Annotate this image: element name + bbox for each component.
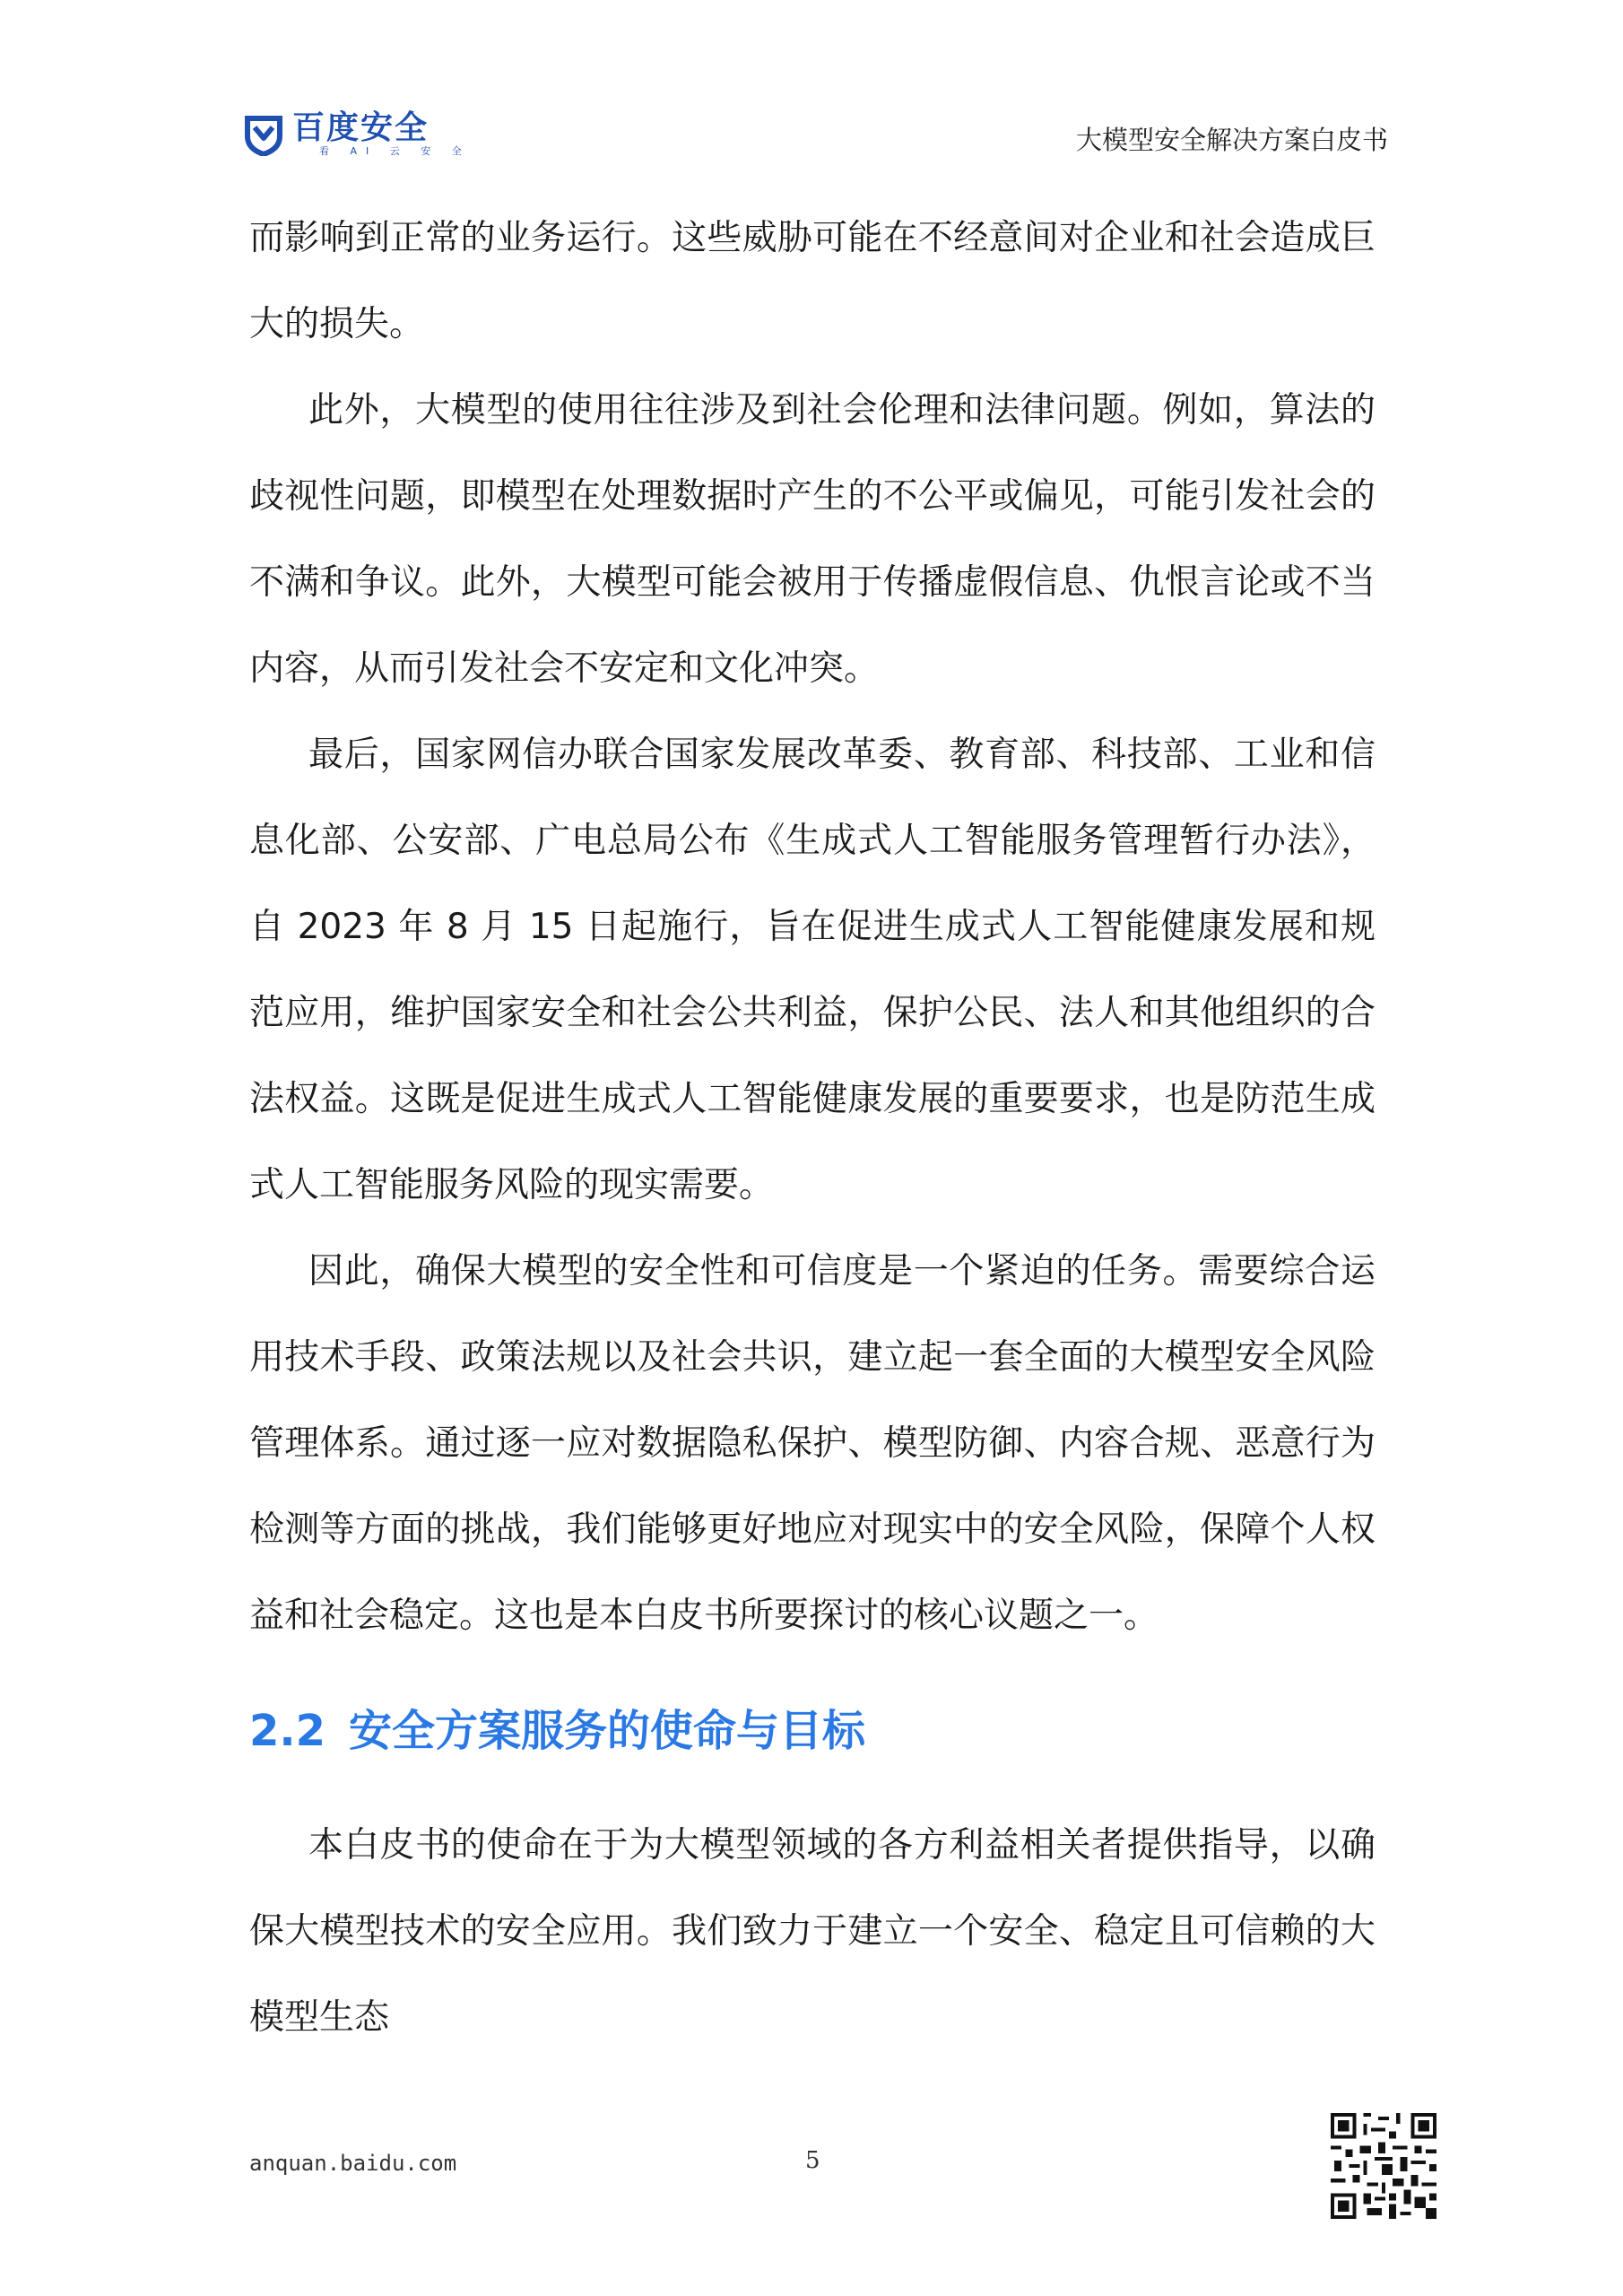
qr-code-icon bbox=[1331, 2113, 1436, 2219]
paragraph-4: 因此，确保大模型的安全性和可信度是一个紧迫的任务。需要综合运用技术手段、政策法规以及社会共识，建立起一套全面的大模型安全风险管理体系。通过逐一应对数据隐私保护、模型防御、内容合规、恶意行为检测等方面的挑战，我们能够更好地应对现实中的安全风险，保障个人权益和社会稳定。这也是本白皮书所要探讨的核心议题之一。 bbox=[249, 1251, 1376, 1636]
logo-slogan: 看 AI 云 安 全 bbox=[319, 145, 471, 157]
paragraph-3: 最后，国家网信办联合国家发展改革委、教育部、科技部、工业和信息化部、公安部、广电总局公布《生成式人工智能服务管理暂行办法》，自 2023 年 8 月 15 日起施行，旨在促进生成式人工智能健康发展和规范应用，维护国家安全和社会公共利益，保护公民、法人和其他组织的合法权益。这既是促进生成式人工智能健康发展的重要要求，也是防范生成式人工智能服务风险的现实需要。 bbox=[249, 735, 1376, 1205]
paragraph-2: 此外，大模型的使用往往涉及到社会伦理和法律问题。例如，算法的歧视性问题，即模型在处理数据时产生的不公平或偏见，可能引发社会的不满和争议。此外，大模型可能会被用于传播虚假信息、仇恨言论或不当内容，从而引发社会不安定和文化冲突。 bbox=[249, 390, 1376, 689]
paragraph-5: 本白皮书的使命在于为大模型领域的各方利益相关者提供指导，以确保大模型技术的安全应用。我们致力于建立一个安全、稳定且可信赖的大模型生态 bbox=[249, 1825, 1376, 2038]
section-title: 安全方案服务的使命与目标 bbox=[349, 1706, 866, 1756]
baidu-security-logo bbox=[244, 111, 471, 158]
shield-logo-icon bbox=[244, 113, 283, 156]
section-number: 2.2 bbox=[249, 1706, 326, 1756]
section-heading bbox=[249, 1686, 1376, 1776]
footer-url: anquan.baidu.com bbox=[249, 2151, 457, 2176]
document-title: 大模型安全解决方案白皮书 bbox=[1075, 125, 1388, 155]
page-number: 5 bbox=[805, 2147, 820, 2174]
page-body bbox=[249, 196, 1376, 2061]
logo-name: 百度安全 bbox=[292, 109, 430, 146]
paragraph-1: 而影响到正常的业务运行。这些威胁可能在不经意间对企业和社会造成巨大的损失。 bbox=[249, 218, 1376, 344]
